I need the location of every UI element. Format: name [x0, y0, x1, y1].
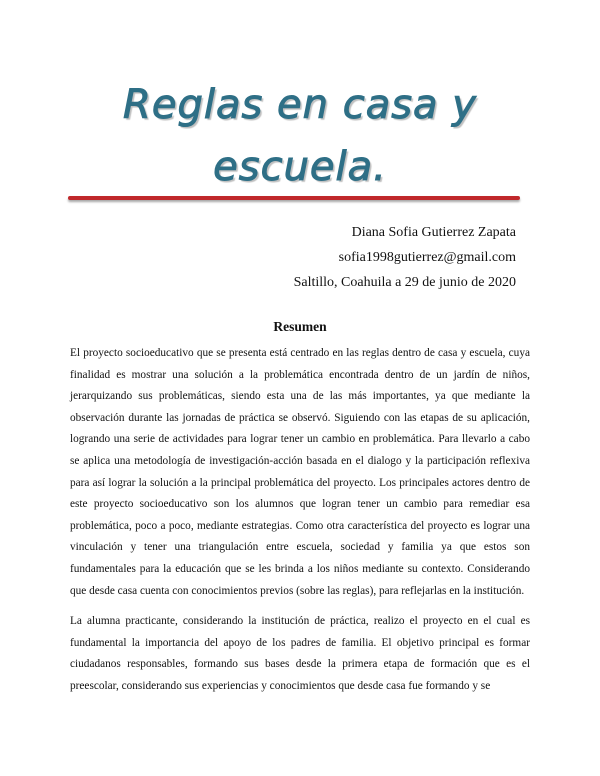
abstract-body	[70, 343, 530, 707]
author-email: sofia1998gutierrez@gmail.com	[338, 250, 516, 265]
document-title: Reglas en casa y escuela.	[123, 82, 477, 190]
abstract-heading: Resumen	[273, 319, 327, 334]
place-date: Saltillo, Coahuila a 29 de junio de 2020	[293, 275, 516, 290]
author-name: Diana Sofia Gutierrez Zapata	[351, 225, 516, 240]
author-block	[294, 220, 516, 295]
abstract-paragraph-1: El proyecto socioeducativo que se presenta está centrado en las reglas dentro de casa y escuela, cuya finalidad es mostrar una solución a la problemática encontrada dentro de un jardín de niños, jerarquizando sus problemáticas, siendo esta una de las más importantes, ya que mediante la observación durante las jornadas de práctica se observó. Siguiendo con las etapas de su aplicación, logrando una serie de actividades para lograr tener un cambio en problemática. Para llevarlo a cabo se aplica una metodología de investigación-acción basada en el dialogo y la participación reflexiva para así lograr la solución a la principal problemática del proyecto. Los principales actores dentro de este proyecto socioeducativo son los alumnos que logran tener un cambio para remediar esa problemática, poco a poco, mediante estrategias. Como otra característica del proyecto es lograr una vinculación y tener una triangulación entre escuela, sociedad y familia ya que estos son fundamentales para la educación que se les brinda a los niños mediante su contexto. Considerando que desde casa cuenta con conocimientos previos (sobre las reglas), para reflejarlas en la institución.	[70, 347, 530, 597]
title-divider	[68, 196, 520, 200]
abstract-paragraph-2: La alumna practicante, considerando la institución de práctica, realizo el proyecto en el cual es fundamental la importancia del apoyo de los padres de familia. El objetivo principal es formar ciudadanos responsables, formando sus bases desde la primera etapa de formación que es el preescolar, considerando sus experiencias y conocimientos que desde casa fue formando y se	[70, 615, 530, 692]
